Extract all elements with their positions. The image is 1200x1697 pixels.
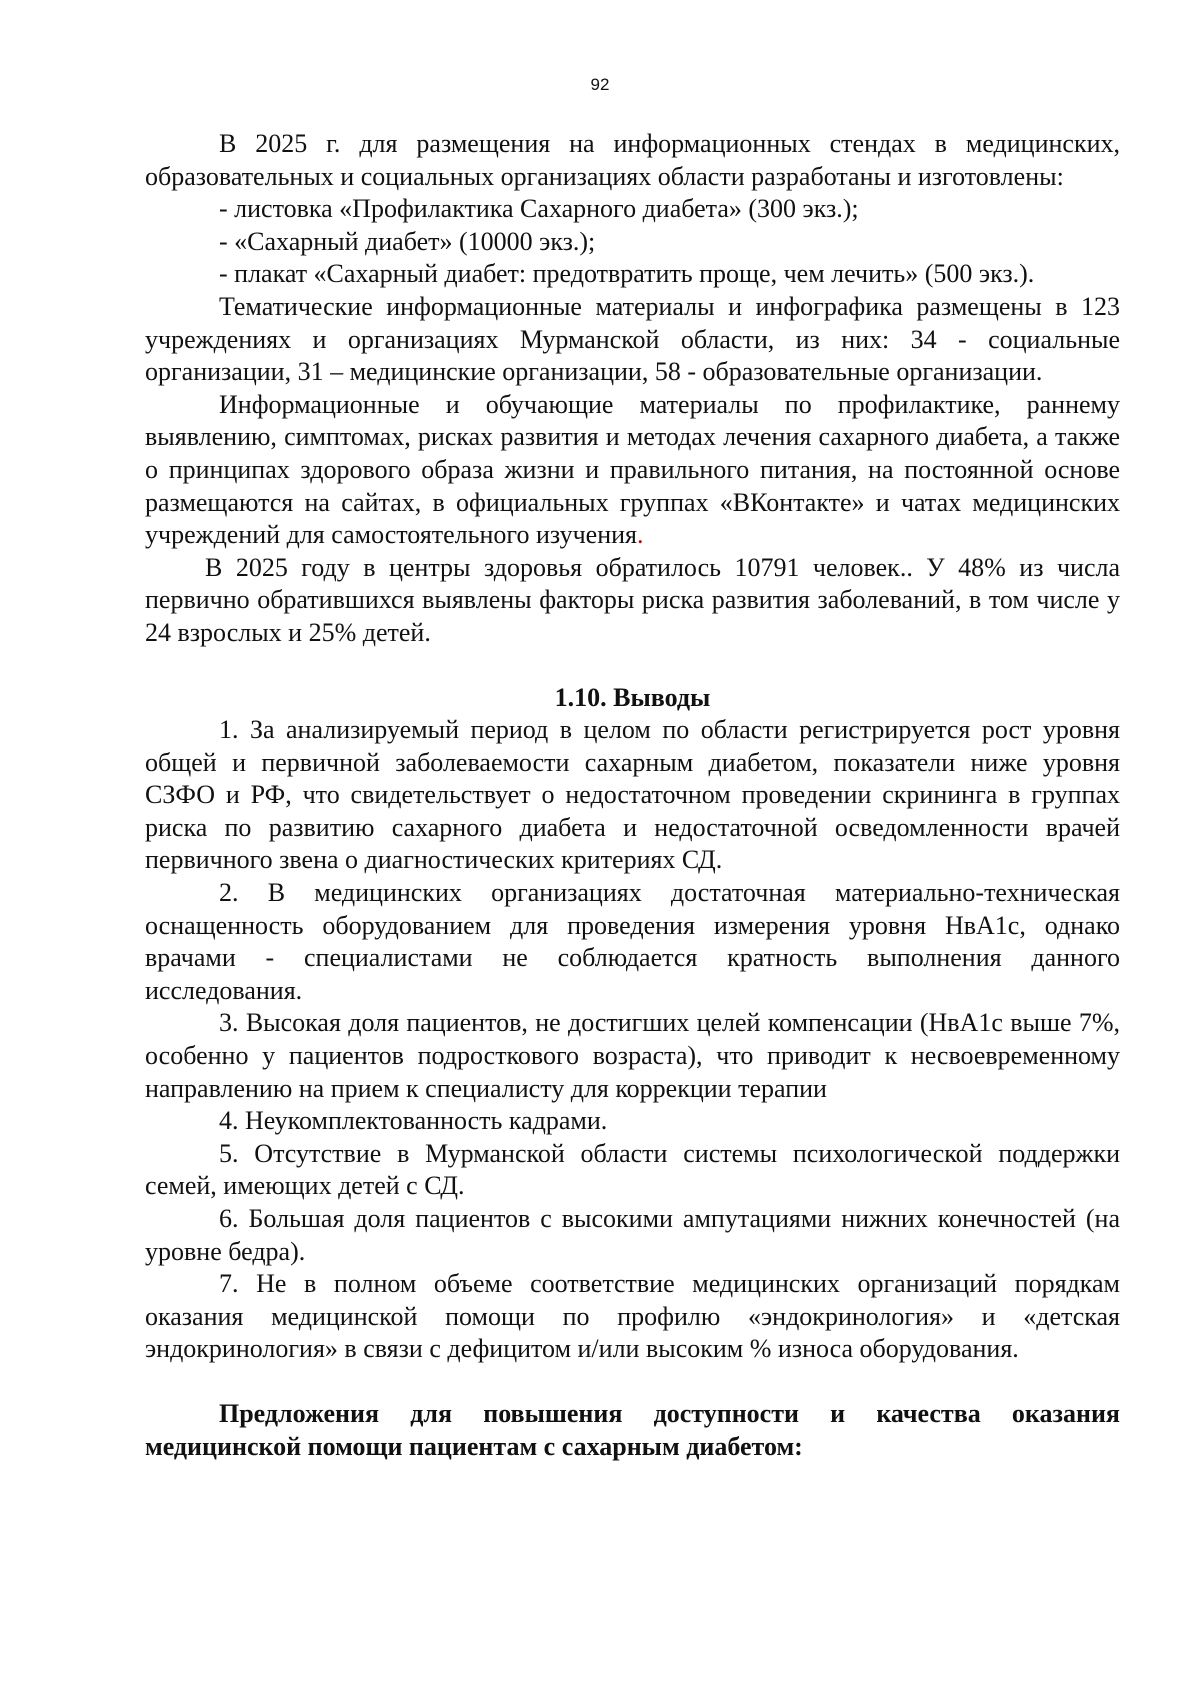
spacer xyxy=(145,1366,1120,1398)
paragraph-materials-placed: Тематические информационные материалы и инфографика размещены в 123 учреждениях и организациях Мурманской области, из них: 34 - социальные организации, 31 – медицинские организации, 58 - образовательные организации. xyxy=(145,291,1120,387)
list-item-leaflet: - листовка «Профилактика Сахарного диабета» (300 экз.); xyxy=(219,194,859,224)
page-content xyxy=(145,128,1120,1463)
conclusion-item: 1. За анализируемый период в целом по области регистрируется рост уровня общей и первичной заболеваемости сахарным диабетом, показатели ниже уровня СЗФО и РФ, что свидетельствует о недостаточном проведении скрининга в группах риска по развитию сахарного диабета и недостаточной осведомленности врачей первичного звена о диагностических критериях СД. xyxy=(145,715,1120,875)
list-item-brochure: - «Сахарный диабет» (10000 экз.); xyxy=(219,226,596,256)
conclusion-item: 5. Отсутствие в Мурманской области системы психологической поддержки семей, имеющих детей с СД. xyxy=(145,1138,1120,1201)
list-item-poster: - плакат «Сахарный диабет: предотвратить проще, чем лечить» (500 экз.). xyxy=(219,259,1035,289)
spacer xyxy=(145,650,1120,682)
conclusion-item: 7. Не в полном объеме соответствие медицинских организаций порядкам оказания медицинской помощи по профилю «эндокринология» и «детская эндокринология» в связи с дефицитом и/или высоким % износа оборудования. xyxy=(145,1269,1120,1364)
conclusion-item: 4. Неукомплектованность кадрами. xyxy=(219,1106,608,1136)
paragraph-online-materials xyxy=(145,389,1120,552)
conclusion-item: 2. В медицинских организациях достаточная материально-техническая оснащенность оборудованием для проведения измерения уровня НвА1с, однако врачами - специалистами не соблюдается кратность выполнения данного исследования. xyxy=(145,878,1120,1005)
red-period-mark: . xyxy=(636,520,644,550)
conclusion-item: 6. Большая доля пациентов с высокими ампутациями нижних конечностей (на уровне бедра). xyxy=(145,1204,1120,1266)
paragraph-health-centers: В 2025 году в центры здоровья обратилось 10791 человек.. У 48% из числа первично обратившихся выявлены факторы риска развития заболеваний, в том числе у 24 взрослых и 25% детей. xyxy=(145,552,1120,647)
conclusion-item: 3. Высокая доля пациентов, не достигших целей компенсации (НвА1с выше 7%, особенно у пациентов подросткового возраста), что приводит к несвоевременному направлению на прием к специалисту для коррекции терапии xyxy=(145,1008,1120,1103)
paragraph-intro: В 2025 г. для размещения на информационных стендах в медицинских, образовательных и социальных организациях области разработаны и изготовлены: xyxy=(145,129,1120,191)
paragraph-online-materials-text: Информационные и обучающие материалы по профилактике, раннему выявлению, симптомах, рисках развития и методах лечения сахарного диабета, а также о принципах здорового образа жизни и правильного питания, на постоянной основе размещаются на сайтах, в официальных группах «ВКонтакте» и чатах медицинских учреждений для самостоятельного изучения xyxy=(145,389,1120,550)
proposals-heading: Предложения для повышения доступности и качества оказания медицинской помощи пациентам с сахарным диабетом: xyxy=(145,1398,1120,1461)
section-heading-conclusions: 1.10. Выводы xyxy=(554,682,711,712)
page-number: 92 xyxy=(590,75,610,94)
